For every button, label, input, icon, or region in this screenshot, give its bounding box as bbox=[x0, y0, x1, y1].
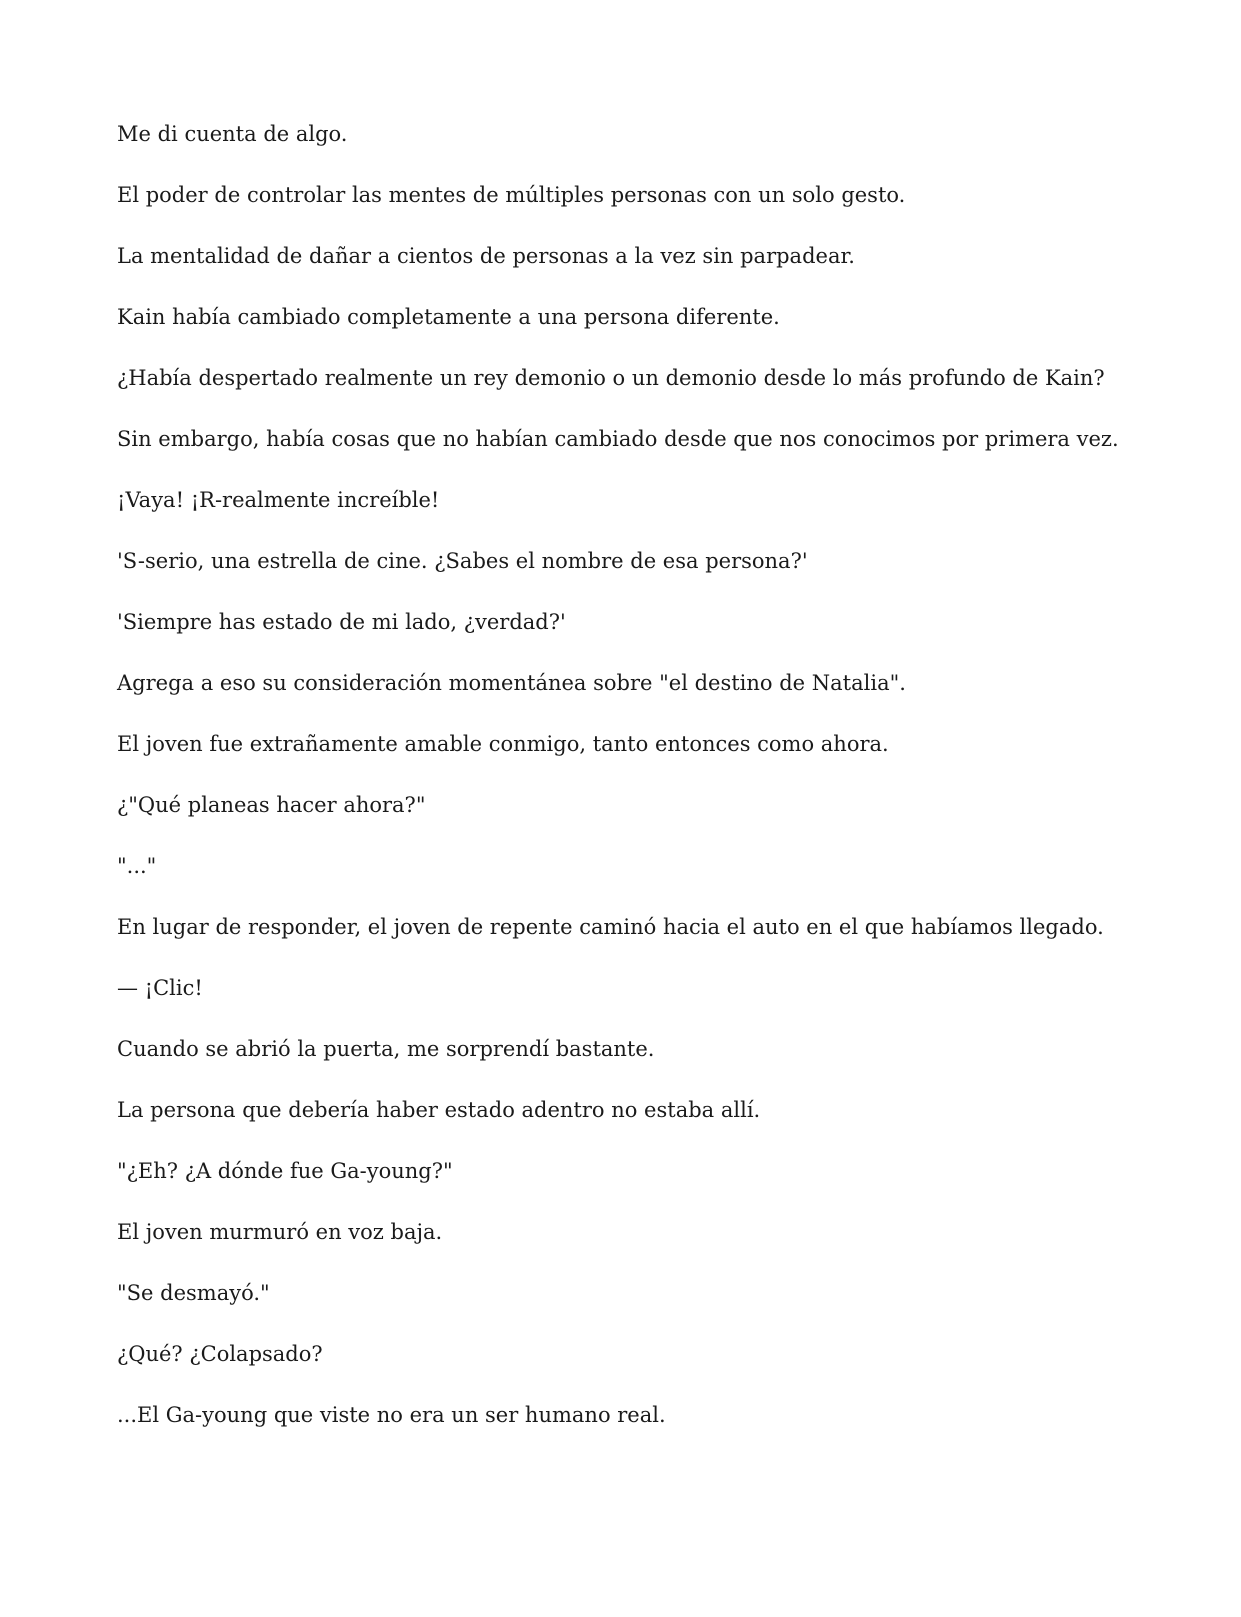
paragraph: 'Siempre has estado de mi lado, ¿verdad?' bbox=[117, 610, 566, 634]
paragraph: — ¡Clic! bbox=[117, 976, 203, 1000]
paragraph: ¿Había despertado realmente un rey demonio o un demonio desde lo más profundo de Kain? bbox=[117, 366, 1105, 390]
paragraph: La persona que debería haber estado adentro no estaba allí. bbox=[117, 1098, 761, 1122]
paragraph: "¿Eh? ¿A dónde fue Ga-young?" bbox=[117, 1159, 453, 1183]
paragraph: ¿Qué? ¿Colapsado? bbox=[117, 1342, 323, 1366]
paragraph: 'S-serio, una estrella de cine. ¿Sabes el nombre de esa persona?' bbox=[117, 549, 808, 573]
paragraph: El joven murmuró en voz baja. bbox=[117, 1220, 443, 1244]
paragraph: ¿"Qué planeas hacer ahora?" bbox=[117, 793, 426, 817]
paragraph: "Se desmayó." bbox=[117, 1281, 270, 1305]
paragraph: La mentalidad de dañar a cientos de personas a la vez sin parpadear. bbox=[117, 244, 855, 268]
paragraph: Me di cuenta de algo. bbox=[117, 122, 348, 146]
paragraph: Agrega a eso su consideración momentánea sobre "el destino de Natalia". bbox=[117, 671, 906, 695]
paragraph: Sin embargo, había cosas que no habían cambiado desde que nos conocimos por primera vez. bbox=[117, 427, 1119, 451]
paragraph: El joven fue extrañamente amable conmigo, tanto entonces como ahora. bbox=[117, 732, 889, 756]
paragraph: ...El Ga-young que viste no era un ser humano real. bbox=[117, 1403, 666, 1427]
text-body bbox=[117, 118, 1124, 1460]
paragraph: Kain había cambiado completamente a una persona diferente. bbox=[117, 305, 780, 329]
paragraph: ¡Vaya! ¡R-realmente increíble! bbox=[117, 488, 440, 512]
paragraph: El poder de controlar las mentes de múltiples personas con un solo gesto. bbox=[117, 183, 906, 207]
paragraph: "..." bbox=[117, 854, 157, 878]
paragraph: En lugar de responder, el joven de repente caminó hacia el auto en el que habíamos llegado. bbox=[117, 915, 1104, 939]
paragraph: Cuando se abrió la puerta, me sorprendí bastante. bbox=[117, 1037, 655, 1061]
